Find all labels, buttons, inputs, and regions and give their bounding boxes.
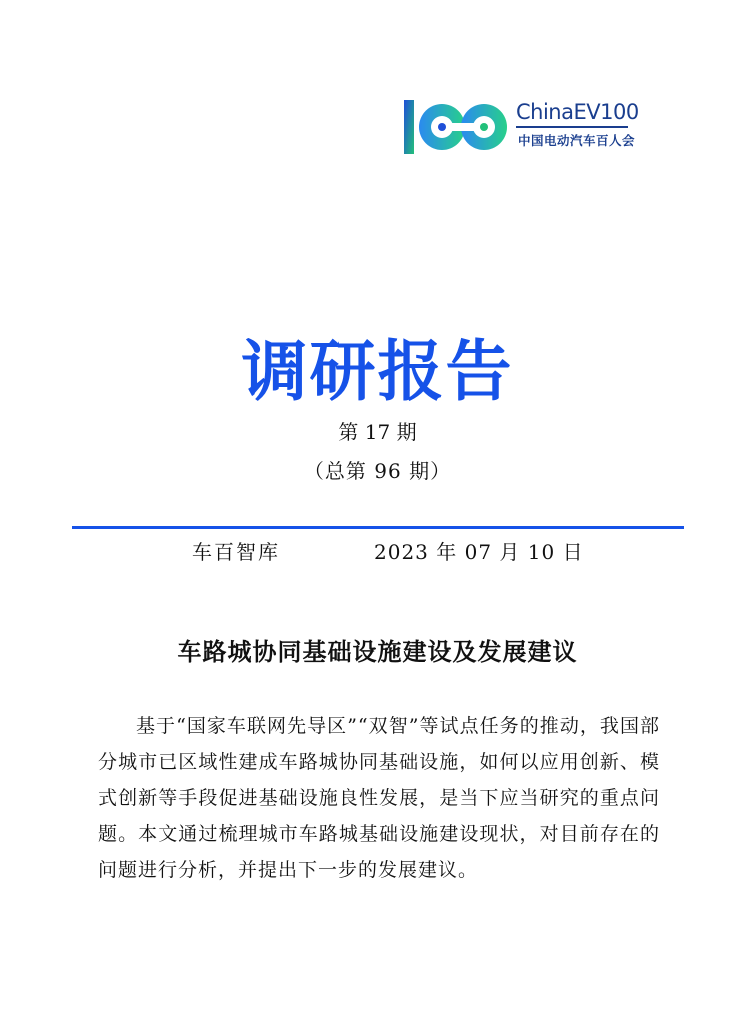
publisher-name: 车百智库 <box>192 540 280 564</box>
logo-brand-en: ChinaEV100 <box>516 100 639 124</box>
issue-number: 第 17 期 <box>338 420 417 444</box>
chinaev100-logo <box>398 96 638 158</box>
publish-date: 2023 年 07 月 10 日 <box>374 540 584 564</box>
article-summary: 基于“国家车联网先导区”“双智”等试点任务的推动，我国部分城市已区域性建成车路城协同基础设施，如何以应用创新、模式创新等手段促进基础设施良性发展，是当下应当研究的重点问题。本文通过梳理城市车路城基础设施建设现状，对目前存在的问题进行分析，并提出下一步的发展建议。 <box>98 715 660 881</box>
logo-divider <box>516 126 628 128</box>
header-divider <box>72 526 684 529</box>
logo-mark-icon <box>398 96 516 158</box>
total-issue-number: （总第 96 期） <box>303 459 452 483</box>
report-title: 调研报告 <box>241 333 514 410</box>
article-headline: 车路城协同基础设施建设及发展建议 <box>177 637 578 666</box>
logo-brand-cn: 中国电动汽车百人会 <box>518 133 636 148</box>
